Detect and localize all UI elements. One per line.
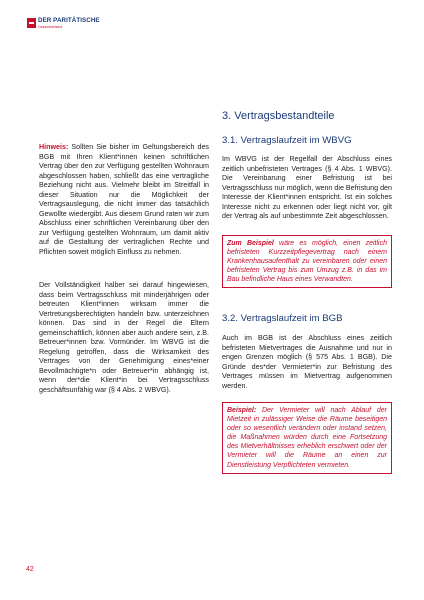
section-heading-3-2: 3.2. Vertragslaufzeit im BGB: [222, 313, 343, 324]
example-box-2: [222, 402, 392, 474]
hint-paragraph: [39, 143, 209, 258]
section-heading-3-1: 3.1. Vertragslaufzeit im WBVG: [222, 135, 352, 146]
wbvg-paragraph: Im WBVG ist der Regelfall der Abschluss eines zeitlich unbefristeten Vertrages (§ 4 Abs. 1 WBVG). Die Vereinbarung einer Befristung ist bei Vertragsschluss nur möglich, wenn die Befristung den Interesse der Klient*innen entspricht. Ist ein solches Interesse nicht zu erkennen oder liegt nicht vor, gilt der Vertrag als auf unbestimmte Zeit abgeschlossen.: [222, 155, 392, 221]
page-number: 42: [26, 566, 34, 573]
logo-subtitle: Gesamtverband: [38, 25, 63, 29]
section-heading-3: 3. Vertragsbestandteile: [222, 110, 335, 122]
hint-label: Hinweis:: [39, 143, 69, 151]
logo-mark-icon: [27, 18, 36, 28]
example-box-1-label: Zum Beispiel: [227, 240, 274, 247]
logo: [27, 17, 107, 31]
example-box-1: [222, 235, 392, 288]
logo-name: DER PARITÄTISCHE: [38, 17, 100, 24]
bgb-paragraph: Auch im BGB ist der Abschluss eines zeitlich befristeten Mietvertrages die Ausnahme und nur in engen Grenzen möglich (§ 575 Abs. 1 BGB). Die Gründe des*der Vermieter*in zur Befristung des Vertrages müssen im Mietvertrag aufgenommen werden.: [222, 334, 392, 390]
example-box-1-text: wäre es möglich, einen zeitlich befristeten Kurzzeitpflegevertrag nach einem Krankenhausaufenthalt zu vereinbaren oder einen befristeten Vertrag bis zum Umzug z.B. in das im Bau befindliche Haus eines Verwandten.: [227, 240, 387, 284]
hint-text: Sollten Sie bisher im Geltungsbereich des BGB mit Ihren Klient*innen keinen schriftlichen Vertrag über den zur Verfügung gestellten Wohnraum abgeschlossen haben, schließt das eine vertragliche Beziehung nicht aus. Vielmehr bleibt im Streitfall in dieser Situation nur die Möglichkeit der Vertragsauslegung, die nicht immer das tatsächlich Gewollte wiedergibt. Aus diesem Grund raten wir zum Abschluss einer schriftlichen Vereinbarung über den zur Verfügung gestellten Wohnraum, um damit aktiv auf die Gestaltung der vertraglichen Rechte und Pflichten soweit möglich Einfluss zu nehmen.: [39, 143, 209, 257]
example-box-2-text: Der Vermieter will nach Ablauf der Mietzeit in zulässiger Weise die Räume beseitigen oder so wesentlich verändern oder instand setzen, die Maßnahmen würden durch eine Fortsetzung des Mietverhältnisses erheblich erschwert oder der Vermieter will die Räume an einen zur Dienstleistung Verpflichteten vermieten.: [227, 407, 387, 469]
example-box-2-label: Beispiel:: [227, 407, 257, 414]
representation-paragraph: Der Vollständigkeit halber sei darauf hingewiesen, dass beim Vertragsschluss mit minderjährigen oder betreuten Klient*innen wirksam immer die Vertretungsberechtigten handeln bzw. unterzeichnen können. Das sind in der Regel die Eltern gemeinschaftlich, können aber auch andere sein, z.B. Betreuer*innen bzw. Vormünder. Im WBVG ist die Regelung getroffen, dass die Wirksamkeit des Vertrages von der Genehmigung eines*einer Bevollmächtigte*n oder Betreuer*in abhängig ist, wenn der*die Klient*in bei Vertragsschluss geschäftsunfähig war (§ 4 Abs. 2 WBVG).: [39, 281, 209, 395]
